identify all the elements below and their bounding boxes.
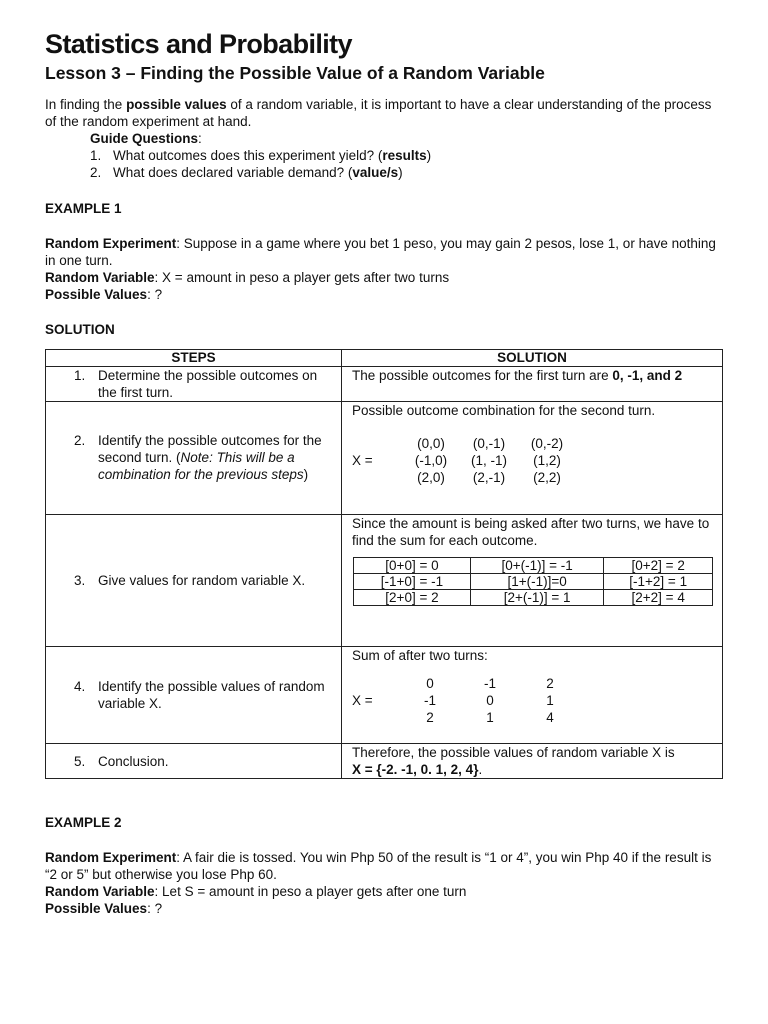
step-cell (46, 515, 342, 647)
guide-item-number: 2. (90, 165, 102, 180)
step-cell (46, 402, 342, 515)
value-cell: 2 (546, 676, 554, 691)
step-number: 5. (74, 753, 86, 769)
sum-cell: [2+2] = 4 (604, 590, 713, 606)
solution-1 (342, 367, 722, 384)
sum-row (354, 558, 713, 574)
combination-cell: (1,2) (533, 453, 561, 468)
solution-3 (342, 515, 722, 606)
experiment-text: : Suppose in a game where you bet 1 peso, you may gain 2 pesos, lose 1, or have nothing in one turn. (45, 236, 716, 268)
combination-cell: (2,-1) (472, 470, 506, 485)
step-cell (46, 367, 342, 402)
guide-item (90, 147, 725, 164)
step-4 (46, 678, 341, 712)
step-text (98, 432, 327, 483)
experiment-text: : A fair die is tossed. You win Php 50 of the result is “1 or 4”, you win Php 40 if the result is “2 or 5” but otherwise you lose Php 60. (45, 850, 712, 882)
table-row (46, 402, 723, 515)
guide-list (90, 147, 725, 181)
table-row (46, 647, 723, 744)
x-equals-label: X = (352, 693, 373, 708)
step-number: 3. (74, 573, 86, 588)
sum-cell: [1+(-1)]=0 (470, 574, 603, 590)
value-cell: 0 (426, 676, 434, 691)
guide-heading-text: Guide Questions (90, 131, 199, 146)
example1-block (45, 235, 725, 303)
solution-cell (342, 647, 723, 744)
sum-row (354, 574, 713, 590)
solution-text: Therefore, the possible values of random variable X is (352, 745, 675, 760)
step-note: Note: This will be a combination for the previous steps (98, 450, 304, 482)
intro-bold: possible values (126, 97, 227, 112)
table-row (46, 515, 723, 647)
example2-block (45, 849, 725, 917)
solution-text: Since the amount is being asked after two turns, we have to find the sum for each outcome. (352, 516, 710, 548)
step-text: Give values for random variable X. (98, 573, 306, 588)
value-cell: 1 (486, 710, 494, 725)
solution-cell (342, 402, 723, 515)
solution-cell (342, 367, 723, 402)
guide-heading-colon: : (198, 131, 202, 146)
variable-text: : X = amount in peso a player gets after two turns (154, 270, 450, 285)
step-cell (46, 744, 342, 779)
step-number: 1. (74, 368, 86, 383)
step-number: 2. (74, 433, 86, 448)
lesson-subtitle: Lesson 3 – Finding the Possible Value of a Random Variable (45, 63, 545, 83)
experiment-label: Random Experiment (45, 850, 177, 865)
conclusion-line (352, 761, 713, 778)
sum-cell: [0+0] = 0 (354, 558, 471, 574)
variable-label: Random Variable (45, 270, 155, 285)
example1-experiment (45, 235, 725, 269)
step-text: Determine the possible outcomes on the first turn. (98, 368, 318, 400)
table-row (46, 367, 723, 402)
sum-cell: [0+(-1)] = -1 (470, 558, 603, 574)
combination-cell: (0,-2) (530, 436, 564, 451)
example2-heading: EXAMPLE 2 (45, 815, 122, 830)
sum-table (353, 557, 713, 606)
sum-cell: [-1+0] = -1 (354, 574, 471, 590)
value-cell: -1 (423, 693, 436, 708)
intro-paragraph (45, 96, 725, 130)
variable-label: Random Variable (45, 884, 155, 899)
combination-cell: (-1,0) (414, 453, 448, 468)
value-cell: 4 (546, 710, 554, 725)
guide-item-text (113, 147, 431, 164)
guide-item-bold: value/s (352, 165, 399, 180)
guide-item-text (113, 164, 403, 181)
solution-header: SOLUTION (342, 350, 723, 367)
page-title: Statistics and Probability (45, 29, 352, 59)
solution-2 (342, 402, 722, 486)
combination-cell: (2,0) (417, 470, 445, 485)
values-text: : ? (147, 287, 163, 302)
step-text-pre: Identify the possible outcomes for the second turn. ( (98, 433, 322, 465)
solution-table (45, 349, 723, 779)
value-cell: 1 (546, 693, 554, 708)
guide-questions (90, 130, 725, 181)
sum-row (354, 590, 713, 606)
guide-item-pre: What does declared variable demand? ( (113, 165, 353, 180)
step-text: Conclusion. (98, 753, 169, 769)
solution-bold: 0, -1, and 2 (612, 368, 683, 383)
conclusion-set: X = {-2. -1, 0. 1, 2, 4} (352, 762, 479, 777)
sum-cell: [2+(-1)] = 1 (470, 590, 603, 606)
solution-heading: SOLUTION (45, 322, 115, 337)
conclusion-period: . (478, 762, 483, 777)
solution-cell (342, 515, 723, 647)
values-grid (400, 675, 580, 726)
solution-text: Possible outcome combination for the second turn. (352, 403, 656, 418)
example1-heading: EXAMPLE 1 (45, 201, 122, 216)
value-cell: 2 (426, 710, 434, 725)
step-text: Identify the possible values of random variable X. (98, 679, 325, 711)
step-5 (46, 753, 341, 770)
sum-cell: [-1+2] = 1 (604, 574, 713, 590)
step-number: 4. (74, 679, 86, 694)
solution-text (352, 367, 682, 384)
combination-cell: (0,-1) (472, 436, 506, 451)
sum-cell: [2+0] = 2 (354, 590, 471, 606)
experiment-label: Random Experiment (45, 236, 177, 251)
combination-cell: (1, -1) (470, 453, 507, 468)
steps-header: STEPS (46, 350, 342, 367)
step-text-post: ) (303, 467, 309, 482)
guide-heading (90, 130, 725, 147)
step-cell (46, 647, 342, 744)
combination-cell: (0,0) (417, 436, 445, 451)
step-1 (46, 367, 341, 401)
document-page (45, 28, 725, 917)
example1-values (45, 286, 725, 303)
value-cell: 0 (486, 693, 494, 708)
table-row (46, 744, 723, 779)
guide-item (90, 164, 725, 181)
guide-item-number: 1. (90, 148, 102, 163)
intro-text-end: of a random variable, it is important to have a clear understanding of the process of the random experiment at hand. (45, 97, 712, 129)
values-text: : ? (147, 901, 163, 916)
solution-pre: The possible outcomes for the first turn are (352, 368, 613, 383)
combination-grid (402, 435, 576, 486)
table-header-row (46, 350, 723, 367)
guide-item-post: ) (398, 165, 403, 180)
guide-item-bold: results (382, 148, 427, 163)
example2-variable (45, 883, 725, 900)
example2-experiment (45, 849, 725, 883)
sum-cell: [0+2] = 2 (604, 558, 713, 574)
solution-5 (342, 744, 722, 778)
solution-4 (342, 647, 722, 726)
values-label: Possible Values (45, 901, 148, 916)
guide-item-pre: What outcomes does this experiment yield? ( (113, 148, 383, 163)
solution-text: Sum of after two turns: (352, 648, 488, 663)
values-matrix (352, 675, 713, 726)
example1-variable (45, 269, 725, 286)
values-label: Possible Values (45, 287, 148, 302)
step-3 (46, 572, 341, 589)
combination-matrix (352, 435, 713, 486)
combination-cell: (2,2) (533, 470, 561, 485)
intro-text: In finding the (45, 97, 127, 112)
example2-values (45, 900, 725, 917)
guide-item-post: ) (426, 148, 432, 163)
variable-text: : Let S = amount in peso a player gets after one turn (154, 884, 467, 899)
solution-cell (342, 744, 723, 779)
value-cell: -1 (483, 676, 496, 691)
step-2 (46, 432, 341, 483)
x-equals-label: X = (352, 453, 373, 468)
